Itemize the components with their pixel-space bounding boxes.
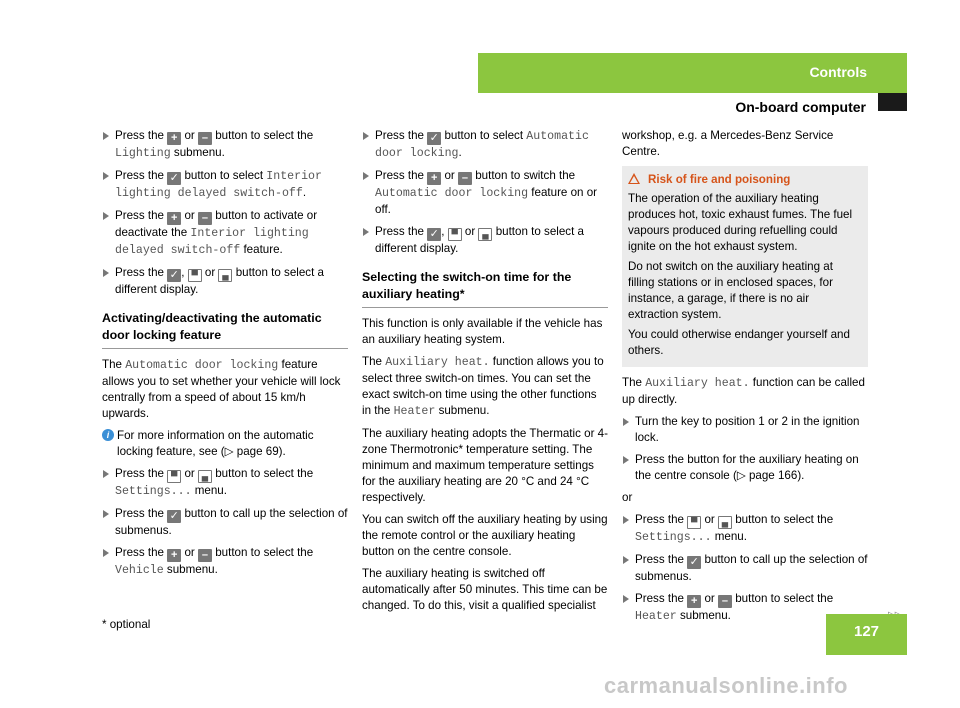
arrow-icon — [623, 556, 629, 564]
plus-button-icon: + — [167, 549, 181, 562]
warning-text: Do not switch on the auxiliary heating at filling stations or in enclosed spaces, for instance, a garage, if there is no air extraction system. — [628, 260, 833, 321]
plus-button-icon: + — [167, 132, 181, 145]
arrow-icon — [623, 418, 629, 426]
paragraph: You can switch off the auxiliary heating by using the remote control or the auxiliary heating button on the centre console. — [362, 513, 608, 558]
column-1 — [102, 128, 348, 585]
step: Press the + or – button to switch the Automatic door locking feature on or off. — [362, 168, 608, 218]
arrow-icon — [103, 549, 109, 557]
section-heading: Activating/deactivating the automatic door locking feature — [102, 310, 348, 349]
step: Turn the key to position 1 or 2 in the ignition lock. — [622, 414, 868, 446]
check-button-icon: ✓ — [687, 556, 701, 569]
warning-icon — [628, 173, 640, 184]
display-up-button-icon: ▀ — [167, 470, 181, 483]
arrow-icon — [363, 228, 369, 236]
minus-button-icon: – — [718, 595, 732, 608]
check-button-icon: ✓ — [167, 269, 181, 282]
step: Press the ✓ button to call up the selection of submenus. — [102, 506, 348, 539]
arrow-icon — [103, 510, 109, 518]
step: Press the button for the auxiliary heating on the centre console (▷ page 166). — [622, 452, 868, 484]
display-up-button-icon: ▀ — [188, 269, 202, 282]
arrow-icon — [103, 212, 109, 220]
step: Press the ✓ button to call up the selection of submenus. — [622, 552, 868, 585]
plus-button-icon: + — [167, 212, 181, 225]
display-up-button-icon: ▀ — [687, 516, 701, 529]
display-down-button-icon: ▄ — [478, 228, 492, 241]
paragraph: The Auxiliary heat. function can be called up directly. — [622, 376, 865, 406]
arrow-icon — [103, 470, 109, 478]
step: Press the ✓ button to select Automatic door locking. — [362, 128, 608, 162]
footnote: * optional — [102, 618, 151, 631]
arrow-icon — [623, 456, 629, 464]
step: Press the ▀ or ▄ button to select the Settings... menu. — [102, 466, 348, 500]
paragraph: This function is only available if the vehicle has an auxiliary heating system. — [362, 317, 603, 346]
arrow-icon — [623, 595, 629, 603]
arrow-icon — [103, 132, 109, 140]
step: Press the ✓ , ▀ or ▄ button to select a different display. — [362, 224, 608, 257]
warning-text: The operation of the auxiliary heating produces hot, toxic exhaust fumes. The fuel vapours produced during refuelling could ignite on the hot exhaust system. — [628, 192, 853, 253]
display-down-button-icon: ▄ — [718, 516, 732, 529]
check-button-icon: ✓ — [167, 172, 181, 185]
arrow-icon — [363, 172, 369, 180]
step: Press the + or – button to select the Lighting submenu. — [102, 128, 348, 162]
step: Press the ▀ or ▄ button to select the Settings... menu. — [622, 512, 868, 546]
display-up-button-icon: ▀ — [448, 228, 462, 241]
paragraph: workshop, e.g. a Mercedes-Benz Service Centre. — [622, 129, 834, 158]
watermark: carmanualsonline.info — [604, 673, 848, 698]
minus-button-icon: – — [458, 172, 472, 185]
step: Press the ✓ button to select Interior lighting delayed switch-off. — [102, 168, 348, 202]
paragraph: The Automatic door locking feature allows you to set whether your vehicle will lock centrally from a speed of about 15 km/h upwards. — [102, 358, 341, 420]
paragraph: The auxiliary heating is switched off automatically after 50 minutes. This time can be changed. To do this, visit a qualified specialist — [362, 567, 608, 612]
arrow-icon — [103, 269, 109, 277]
or-text: or — [622, 491, 633, 504]
step: Press the ✓ , ▀ or ▄ button to select a different display. — [102, 265, 348, 298]
plus-button-icon: + — [427, 172, 441, 185]
section-heading: Selecting the switch-on time for the auxiliary heating* — [362, 269, 608, 308]
info-icon: i — [102, 429, 114, 441]
warning-title: Risk of fire and poisoning — [628, 172, 862, 188]
step: Press the + or – button to activate or deactivate the Interior lighting delayed switch-off feature. — [102, 208, 348, 259]
warning-box — [622, 166, 868, 367]
check-button-icon: ✓ — [427, 132, 441, 145]
section-header-bar — [478, 53, 907, 93]
column-3 — [622, 128, 868, 631]
paragraph: The auxiliary heating adopts the Thermatic or 4-zone Thermotronic* temperature setting. The minimum and maximum temperature settings for the auxiliary heating are 20 °C and 24 °C respectively. — [362, 427, 608, 504]
display-down-button-icon: ▄ — [198, 470, 212, 483]
page-number-box — [826, 614, 907, 655]
page-title: On-board computer — [735, 99, 866, 115]
step: Press the + or – button to select the Heater submenu. — [622, 591, 868, 625]
minus-button-icon: – — [198, 132, 212, 145]
paragraph: The Auxiliary heat. function allows you to select three switch-on times. You can set the exact switch-on time using the other functions in the Heater submenu. — [362, 355, 604, 418]
warning-text: You could otherwise endanger yourself and others. — [628, 328, 850, 357]
plus-button-icon: + — [687, 595, 701, 608]
check-button-icon: ✓ — [167, 510, 181, 523]
arrow-icon — [103, 172, 109, 180]
arrow-icon — [363, 132, 369, 140]
page-number: 127 — [853, 623, 880, 640]
step: Press the + or – button to select the Vehicle submenu. — [102, 545, 348, 579]
minus-button-icon: – — [198, 549, 212, 562]
header-marker — [878, 93, 907, 111]
display-down-button-icon: ▄ — [218, 269, 232, 282]
arrow-icon — [623, 516, 629, 524]
check-button-icon: ✓ — [427, 228, 441, 241]
minus-button-icon: – — [198, 212, 212, 225]
section-title: Controls — [809, 64, 867, 80]
info-note: i For more information on the automatic locking feature, see (▷ page 69). — [102, 428, 348, 460]
column-2 — [362, 128, 608, 620]
